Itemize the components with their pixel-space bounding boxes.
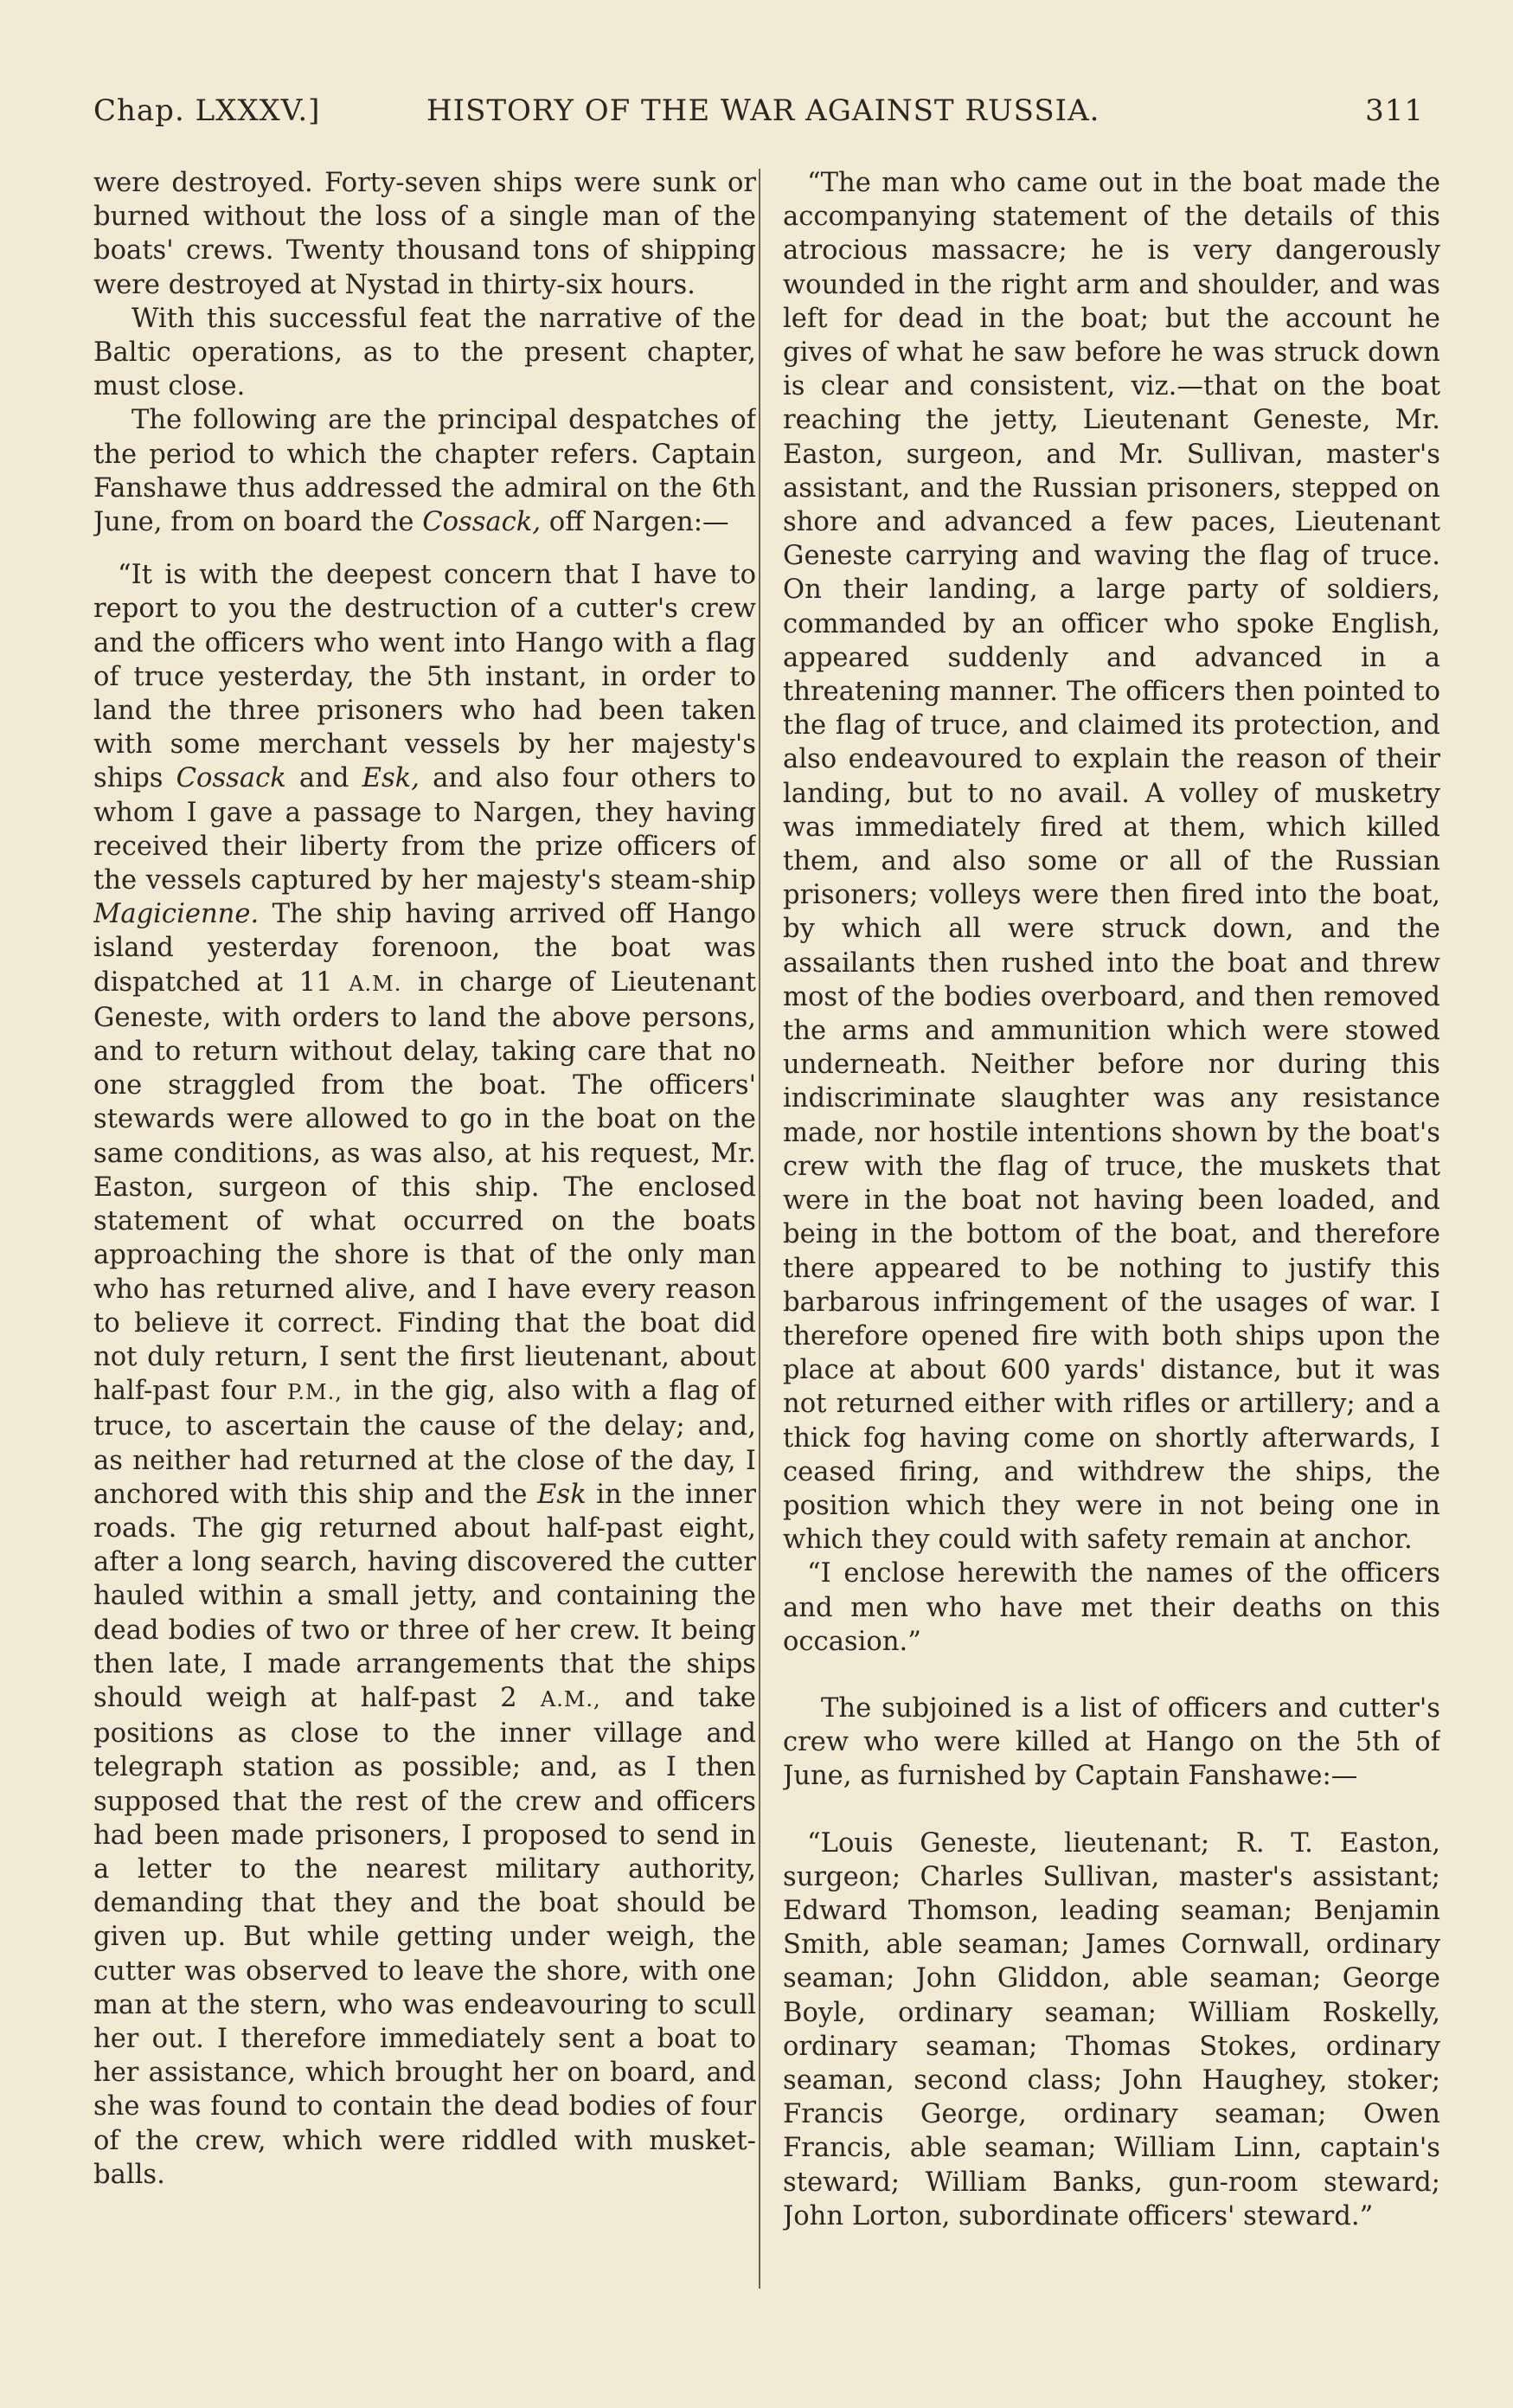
page-number: 311 <box>1365 93 1424 128</box>
column-divider <box>759 169 760 2289</box>
ship-name: Esk, <box>362 763 420 794</box>
time-abbrev: A.M. <box>349 971 402 996</box>
time-abbrev: P.M., <box>287 1380 343 1405</box>
paragraph-enclosure-note: “I enclose herewith the names of the officers and men who have met their deaths on this occasion.” <box>783 1558 1440 1657</box>
paragraph-list-intro: The subjoined is a list of officers and cutter's crew who were killed at Hango on the 5th of June, as furnished by Captain Fanshawe:— <box>783 1692 1440 1792</box>
ship-name: Magicienne. <box>93 899 260 930</box>
right-column <box>783 166 1440 2295</box>
ship-name: Cossack, <box>422 507 542 538</box>
running-title: HISTORY OF THE WAR AGAINST RUSSIA. <box>426 93 1100 128</box>
paragraph-continuation: were destroyed. Forty-seven ships were sunk or burned without the loss of a single man of the boats' crews. Twenty thousand tons of shipping were destroyed at Nystad in thirty-six hours. <box>93 168 756 300</box>
paragraph-massacre-statement: “The man who came out in the boat made the accompanying statement of the details of this atrocious massacre; he is very dangerously wounded in the right arm and shoulder, and was left for dead in the boat; but the account he gives of what he saw before he was struck down is clear and consistent, viz.—that on the boat reaching the jetty, Lieutenant Geneste, Mr. Easton, surgeon, and Mr. Sullivan, master's assistant, and the Russian prisoners, stepped on shore and advanced a few paces, Lieutenant Geneste carrying and waving the flag of truce. On their landing, a large party of soldiers, commanded by an officer who spoke English, appeared suddenly and advanced in a threatening manner. The officers then pointed to the flag of truce, and claimed its protection, and also endeavoured to explain the reason of their landing, but to no avail. A volley of musketry was immediately fired at them, which killed them, and also some or all of the Russian prisoners; volleys were then fired into the boat, by which all were struck down, and the assailants then rushed into the boat and threw most of the bodies overboard, and then removed the arms and ammunition which were stowed underneath. Neither before nor during this indiscriminate slaughter was any resistance made, nor hostile intentions shown by the boat's crew with the flag of truce, the muskets that were in the boat not having been loaded, and being in the bottom of the boat, and therefore there appeared to be nothing to justify this barbarous infringement of the usages of war. I therefore opened fire with both ships upon the place at about 600 yards' distance, but it was not returned either with rifles or artillery; and a thick fog having come on shortly afterwards, I ceased firing, and withdrew the ships, the position which they were in not being one in which they could with safety remain at anchor. <box>783 168 1440 1556</box>
chapter-label: Chap. LXXXV.] <box>93 93 321 128</box>
running-header <box>93 93 1424 145</box>
ship-name: Cossack <box>176 763 286 794</box>
ship-name: Esk <box>537 1479 587 1510</box>
paragraph-despatch-letter: “It is with the deepest concern that I have to report to you the destruction of a cutter's crew and the officers who went into Hango with a flag of truce yesterday, the 5th instant, in order to land the three prisoners who had been taken with some merchant vessels by her majesty's ships Cossack and Esk, and also four others to whom I gave a passage to Nargen, they having received their liberty from the prize officers of the vessels captured by her majesty's steam-ship Magicienne. The ship having arrived off Hango island yesterday forenoon, the boat was dispatched at 11 A.M. in charge of Lieutenant Geneste, with orders to land the above persons, and to return without delay, taking care that no one straggled from the boat. The officers' stewards were allowed to go in the boat on the same conditions, as was also, at his request, Mr. Easton, surgeon of this ship. The enclosed statement of what occurred on the boats approaching the shore is that of the only man who has returned alive, and I have every reason to believe it correct. Finding that the boat did not duly return, I sent the first lieutenant, about half-past four P.M., in the gig, also with a flag of truce, to ascertain the cause of the delay; and, as neither had returned at the close of the day, I anchored with this ship and the Esk in the inner roads. The gig returned about half-past eight, after a long search, having discovered the cutter hauled within a small jetty, and containing the dead bodies of two or three of her crew. It being then late, I made arrangements that the ships should weigh at half-past 2 A.M., and take positions as close to the inner village and telegraph station as possible; and, as I then supposed that the rest of the crew and officers had been made prisoners, I proposed to send in a letter to the nearest military authority, demanding that they and the boat should be given up. But while getting under weigh, the cutter was observed to leave the shore, with one man at the stern, who was endeavouring to scull her out. I therefore immediately sent a boat to her assistance, which brought her on board, and she was found to contain the dead bodies of four of the crew, which were riddled with musket-balls. <box>93 560 756 2190</box>
paragraph-despatch-intro: The following are the principal despatches of the period to which the chapter refers. Captain Fanshawe thus addressed the admiral on the 6th June, from on board the Cossack, off Nargen:— <box>93 405 756 538</box>
left-column <box>93 166 756 2295</box>
time-abbrev: A.M., <box>540 1686 601 1711</box>
paragraph-narrative-close: With this successful feat the narrative of the Baltic operations, as to the present chapter, must close. <box>93 303 756 402</box>
paragraph-casualty-list: “Louis Geneste, lieutenant; R. T. Easton, surgeon; Charles Sullivan, master's assistant; Edward Thomson, leading seaman; Benjamin Smith, able seaman; James Cornwall, ordinary seaman; John Gliddon, able seaman; George Boyle, ordinary seaman; William Roskelly, ordinary seaman; Thomas Stokes, ordinary seaman, second class; John Haughey, stoker; Francis George, ordinary seaman; Owen Francis, able seaman; William Linn, captain's steward; William Banks, gun-room steward; John Lorton, subordinate officers' steward.” <box>783 1827 1440 2231</box>
